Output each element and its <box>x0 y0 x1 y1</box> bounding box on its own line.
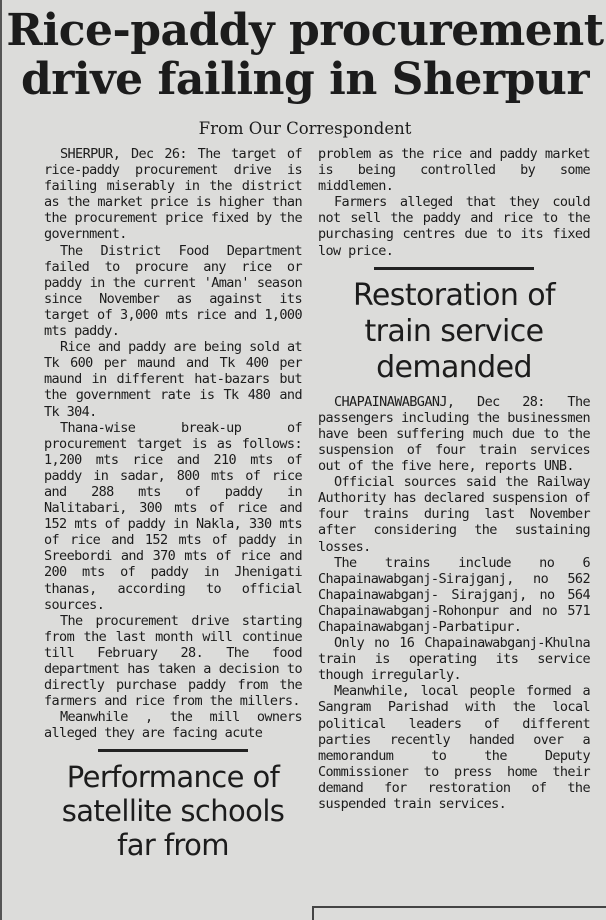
paragraph: Official sources said the Railway Authority has declared suspension of four trains during last November after considering the sustaining losses. <box>318 474 590 555</box>
third-article-headline: Performance of satellite schools far from <box>61 760 285 863</box>
headline-line-1: Rice-paddy procurement <box>6 5 604 56</box>
left-column <box>44 146 302 870</box>
byline: From Our Correspondent <box>198 119 412 138</box>
paragraph: Meanwhile , the mill owners alleged they are facing acute <box>44 709 302 742</box>
paragraph: Rice and paddy are being sold at Tk 600 per maund and Tk 400 per maund in different hat-bazars but the government rate is Tk 480 and Tk 304. <box>44 339 302 420</box>
paragraph: Thana-wise break-up of procurement target is as follows: 1,200 mts rice and 210 mts of paddy in sadar, 800 mts of rice and 288 mts of paddy in Nalitabari, 300 mts of rice and 152 mts of paddy in Nakla, 330 mts of rice and 152 mts of paddy in Sreebordi and 370 mts of rice and 200 mts of paddy in Jhenigati thanas, according to official sources. <box>44 419 302 613</box>
right-column <box>318 146 590 812</box>
paragraph: Farmers alleged that they could not sell the paddy and rice to the purchasing centres due to its fixed low price. <box>318 194 590 259</box>
second-article-headline: Restoration of train service demanded <box>353 277 555 385</box>
box-border-top <box>312 906 606 908</box>
paragraph: The procurement drive starting from the last month will continue till February 28. The food department has taken a decision to directly purchase paddy from the farmers and rice from the millers. <box>44 612 302 710</box>
headline-line-2: drive failing in Sherpur <box>20 54 590 105</box>
paragraph: The District Food Department failed to procure any rice or paddy in the current 'Aman' season since November as against its target of 3,000 mts rice and 1,000 mts paddy. <box>44 242 302 340</box>
paragraph: problem as the rice and paddy market is being controlled by some middlemen. <box>318 146 590 195</box>
paragraph: Only no 16 Chapainawabganj-Khulna train is operating its service though irregularly. <box>318 635 590 684</box>
section-divider <box>98 749 248 752</box>
paragraph: SHERPUR, Dec 26: The target of rice-paddy procurement drive is failing miserably in the district as the market price is higher than the procurement price fixed by the government. <box>44 146 302 243</box>
paragraph: Meanwhile, local people formed a Sangram Parishad with the local political leaders of different parties recently handed over a memorandum to the Deputy Commissioner to press home their demand for restoration of the suspended train services. <box>318 683 590 812</box>
paragraph: CHAPAINAWABGANJ, Dec 28: The passengers including the businessmen have been suffering much due to the suspension of four train services out of the five here, reports UNB. <box>318 393 590 475</box>
box-border-left <box>312 906 314 920</box>
main-headline <box>2 0 606 104</box>
section-divider <box>374 267 534 270</box>
paragraph: The trains include no 6 Chapainawabganj-Sirajganj, no 562 Chapainawabganj- Sirajganj, no 564 Chapainawabganj-Rohonpur and no 571 Chapainawabganj-Parbatipur. <box>318 554 590 635</box>
